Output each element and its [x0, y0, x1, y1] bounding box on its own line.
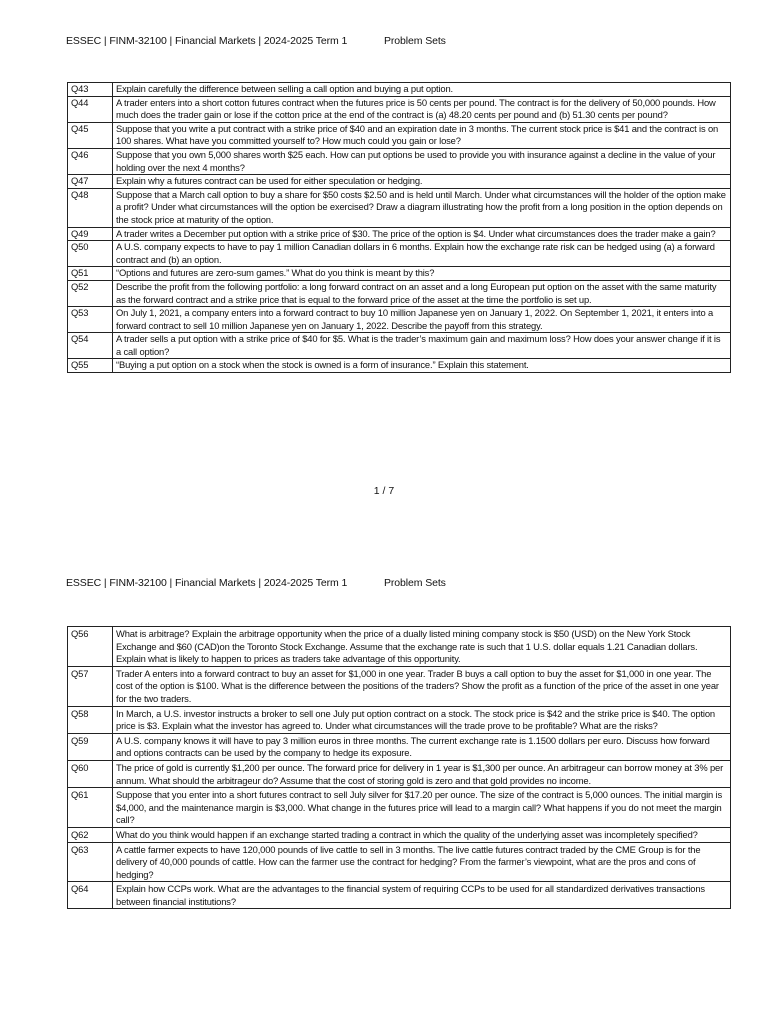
question-id: Q55: [68, 359, 113, 373]
question-id: Q47: [68, 175, 113, 189]
question-id: Q57: [68, 666, 113, 706]
question-row: [68, 627, 731, 667]
question-text: “Options and futures are zero-sum games.” What do you think is meant by this?: [113, 267, 731, 281]
question-id: Q46: [68, 148, 113, 174]
question-row: [68, 842, 731, 882]
question-row: [68, 241, 731, 267]
question-row: [68, 227, 731, 241]
header-section: Problem Sets: [384, 35, 446, 47]
question-row: [68, 122, 731, 148]
question-text: A trader enters into a short cotton futures contract when the futures price is 50 cents per pound. The contract is for the delivery of 50,000 pounds. How much does the trader gain or lose if the cotton price at the end of the contract is (a) 48.20 cents per pound and (b) 51.30 cents per pound?: [113, 96, 731, 122]
question-row: [68, 788, 731, 828]
header-course: ESSEC | FINM-32100 | Financial Markets | 2024-2025 Term 1: [66, 577, 348, 589]
question-id: Q64: [68, 882, 113, 909]
question-id: Q58: [68, 706, 113, 733]
question-id: Q43: [68, 83, 113, 97]
question-id: Q49: [68, 227, 113, 241]
question-row: [68, 96, 731, 122]
question-text: “Buying a put option on a stock when the stock is owned is a form of insurance.” Explain this statement.: [113, 359, 731, 373]
question-id: Q62: [68, 827, 113, 842]
question-row: [68, 666, 731, 706]
question-text: On July 1, 2021, a company enters into a forward contract to buy 10 million Japanese yen on January 1, 2022. On September 1, 2021, it enters into a forward contract to sell 10 million Japanese yen on January 1, 2022. Describe the payoff from this strategy.: [113, 307, 731, 333]
question-text: In March, a U.S. investor instructs a broker to sell one July put option contract on a stock. The stock price is $42 and the strike price is $40. The option price is $3. Explain what the investor has agreed to. Under what circumstances will the trade prove to be profitable? What are the risks?: [113, 706, 731, 733]
question-id: Q52: [68, 280, 113, 306]
question-text: What do you think would happen if an exchange started trading a contract in which the quality of the underlying asset was incompletely specified?: [113, 827, 731, 842]
question-text: A trader sells a put option with a strike price of $40 for $5. What is the trader’s maximum gain and maximum loss? How does your answer change if it is a call option?: [113, 333, 731, 359]
question-row: [68, 175, 731, 189]
page-header: [66, 577, 446, 589]
question-row: [68, 307, 731, 333]
question-text: Explain why a futures contract can be used for either speculation or hedging.: [113, 175, 731, 189]
question-text: A U.S. company expects to have to pay 1 million Canadian dollars in 6 months. Explain how the exchange rate risk can be hedged using (a) a forward contract and (b) an option.: [113, 241, 731, 267]
question-id: Q63: [68, 842, 113, 882]
question-row: [68, 359, 731, 373]
question-text: Suppose that a March call option to buy a share for $50 costs $2.50 and is held until March. Under what circumstances will the holder of the option make a profit? Under what circumstances will the option be exercised? Draw a diagram illustrating how the profit from a long position in the option depends on the stock price at maturity of the option.: [113, 188, 731, 227]
question-id: Q45: [68, 122, 113, 148]
question-text: Suppose that you write a put contract with a strike price of $40 and an expiration date in 3 months. The current stock price is $41 and the contract is on 100 shares. What have you committed yourself to? How much could you gain or lose?: [113, 122, 731, 148]
question-text: A U.S. company knows it will have to pay 3 million euros in three months. The current exchange rate is 1.1500 dollars per euro. Discuss how forward and options contracts can be used by the company to hedge its exposure.: [113, 733, 731, 760]
question-text: A trader writes a December put option with a strike price of $30. The price of the option is $4. Under what circumstances does the trader make a gain?: [113, 227, 731, 241]
question-id: Q48: [68, 188, 113, 227]
question-row: [68, 188, 731, 227]
question-row: [68, 827, 731, 842]
question-row: [68, 333, 731, 359]
question-id: Q50: [68, 241, 113, 267]
page-header: [66, 35, 446, 47]
question-id: Q56: [68, 627, 113, 667]
question-row: [68, 733, 731, 760]
questions-table-page-2: [67, 626, 731, 909]
question-row: [68, 706, 731, 733]
question-text: Explain carefully the difference between selling a call option and buying a put option.: [113, 83, 731, 97]
question-id: Q60: [68, 760, 113, 787]
question-id: Q53: [68, 307, 113, 333]
question-text: Trader A enters into a forward contract to buy an asset for $1,000 in one year. Trader B buys a call option to buy the asset for $1,000 in one year. The cost of the option is $100. What is the difference between the positions of the traders? Show the profit as a function of the price of the asset in one year for the two traders.: [113, 666, 731, 706]
question-text: A cattle farmer expects to have 120,000 pounds of live cattle to sell in 3 months. The live cattle futures contract traded by the CME Group is for the delivery of 40,000 pounds of cattle. How can the farmer use the contract for hedging? From the farmer’s viewpoint, what are the pros and cons of hedging?: [113, 842, 731, 882]
question-row: [68, 267, 731, 281]
question-row: [68, 148, 731, 174]
question-text: What is arbitrage? Explain the arbitrage opportunity when the price of a dually listed mining company stock is $50 (USD) on the New York Stock Exchange and $60 (CAD)on the Toronto Stock Exchange. Assume that the exchange rate is such that 1 U.S. dollar equals 1.21 Canadian dollars. Explain what is likely to happen to prices as traders take advantage of this opportunity.: [113, 627, 731, 667]
question-text: Suppose that you enter into a short futures contract to sell July silver for $17.20 per ounce. The size of the contract is 5,000 ounces. The initial margin is $4,000, and the maintenance margin is $3,000. What change in the futures price will lead to a margin call? What happens if you do not meet the margin call?: [113, 788, 731, 828]
question-row: [68, 280, 731, 306]
header-course: ESSEC | FINM-32100 | Financial Markets | 2024-2025 Term 1: [66, 35, 348, 47]
question-id: Q54: [68, 333, 113, 359]
question-row: [68, 83, 731, 97]
question-text: Explain how CCPs work. What are the advantages to the financial system of requiring CCPs to be used for all standardized derivatives transactions between financial institutions?: [113, 882, 731, 909]
header-section: Problem Sets: [384, 577, 446, 589]
question-text: Describe the profit from the following portfolio: a long forward contract on an asset and a long European put option on the asset with the same maturity as the forward contract and a strike price that is equal to the forward price of the asset at the time the portfolio is set up.: [113, 280, 731, 306]
question-text: Suppose that you own 5,000 shares worth $25 each. How can put options be used to provide you with insurance against a decline in the value of your holding over the next 4 months?: [113, 148, 731, 174]
question-text: The price of gold is currently $1,200 per ounce. The forward price for delivery in 1 year is $1,300 per ounce. An arbitrageur can borrow money at 3% per annum. What should the arbitrageur do? Assume that the cost of storing gold is zero and that gold provides no income.: [113, 760, 731, 787]
question-id: Q61: [68, 788, 113, 828]
questions-table-page-1: [67, 82, 731, 373]
question-row: [68, 882, 731, 909]
question-row: [68, 760, 731, 787]
question-id: Q44: [68, 96, 113, 122]
question-id: Q51: [68, 267, 113, 281]
question-id: Q59: [68, 733, 113, 760]
page-number: 1 / 7: [373, 485, 395, 497]
